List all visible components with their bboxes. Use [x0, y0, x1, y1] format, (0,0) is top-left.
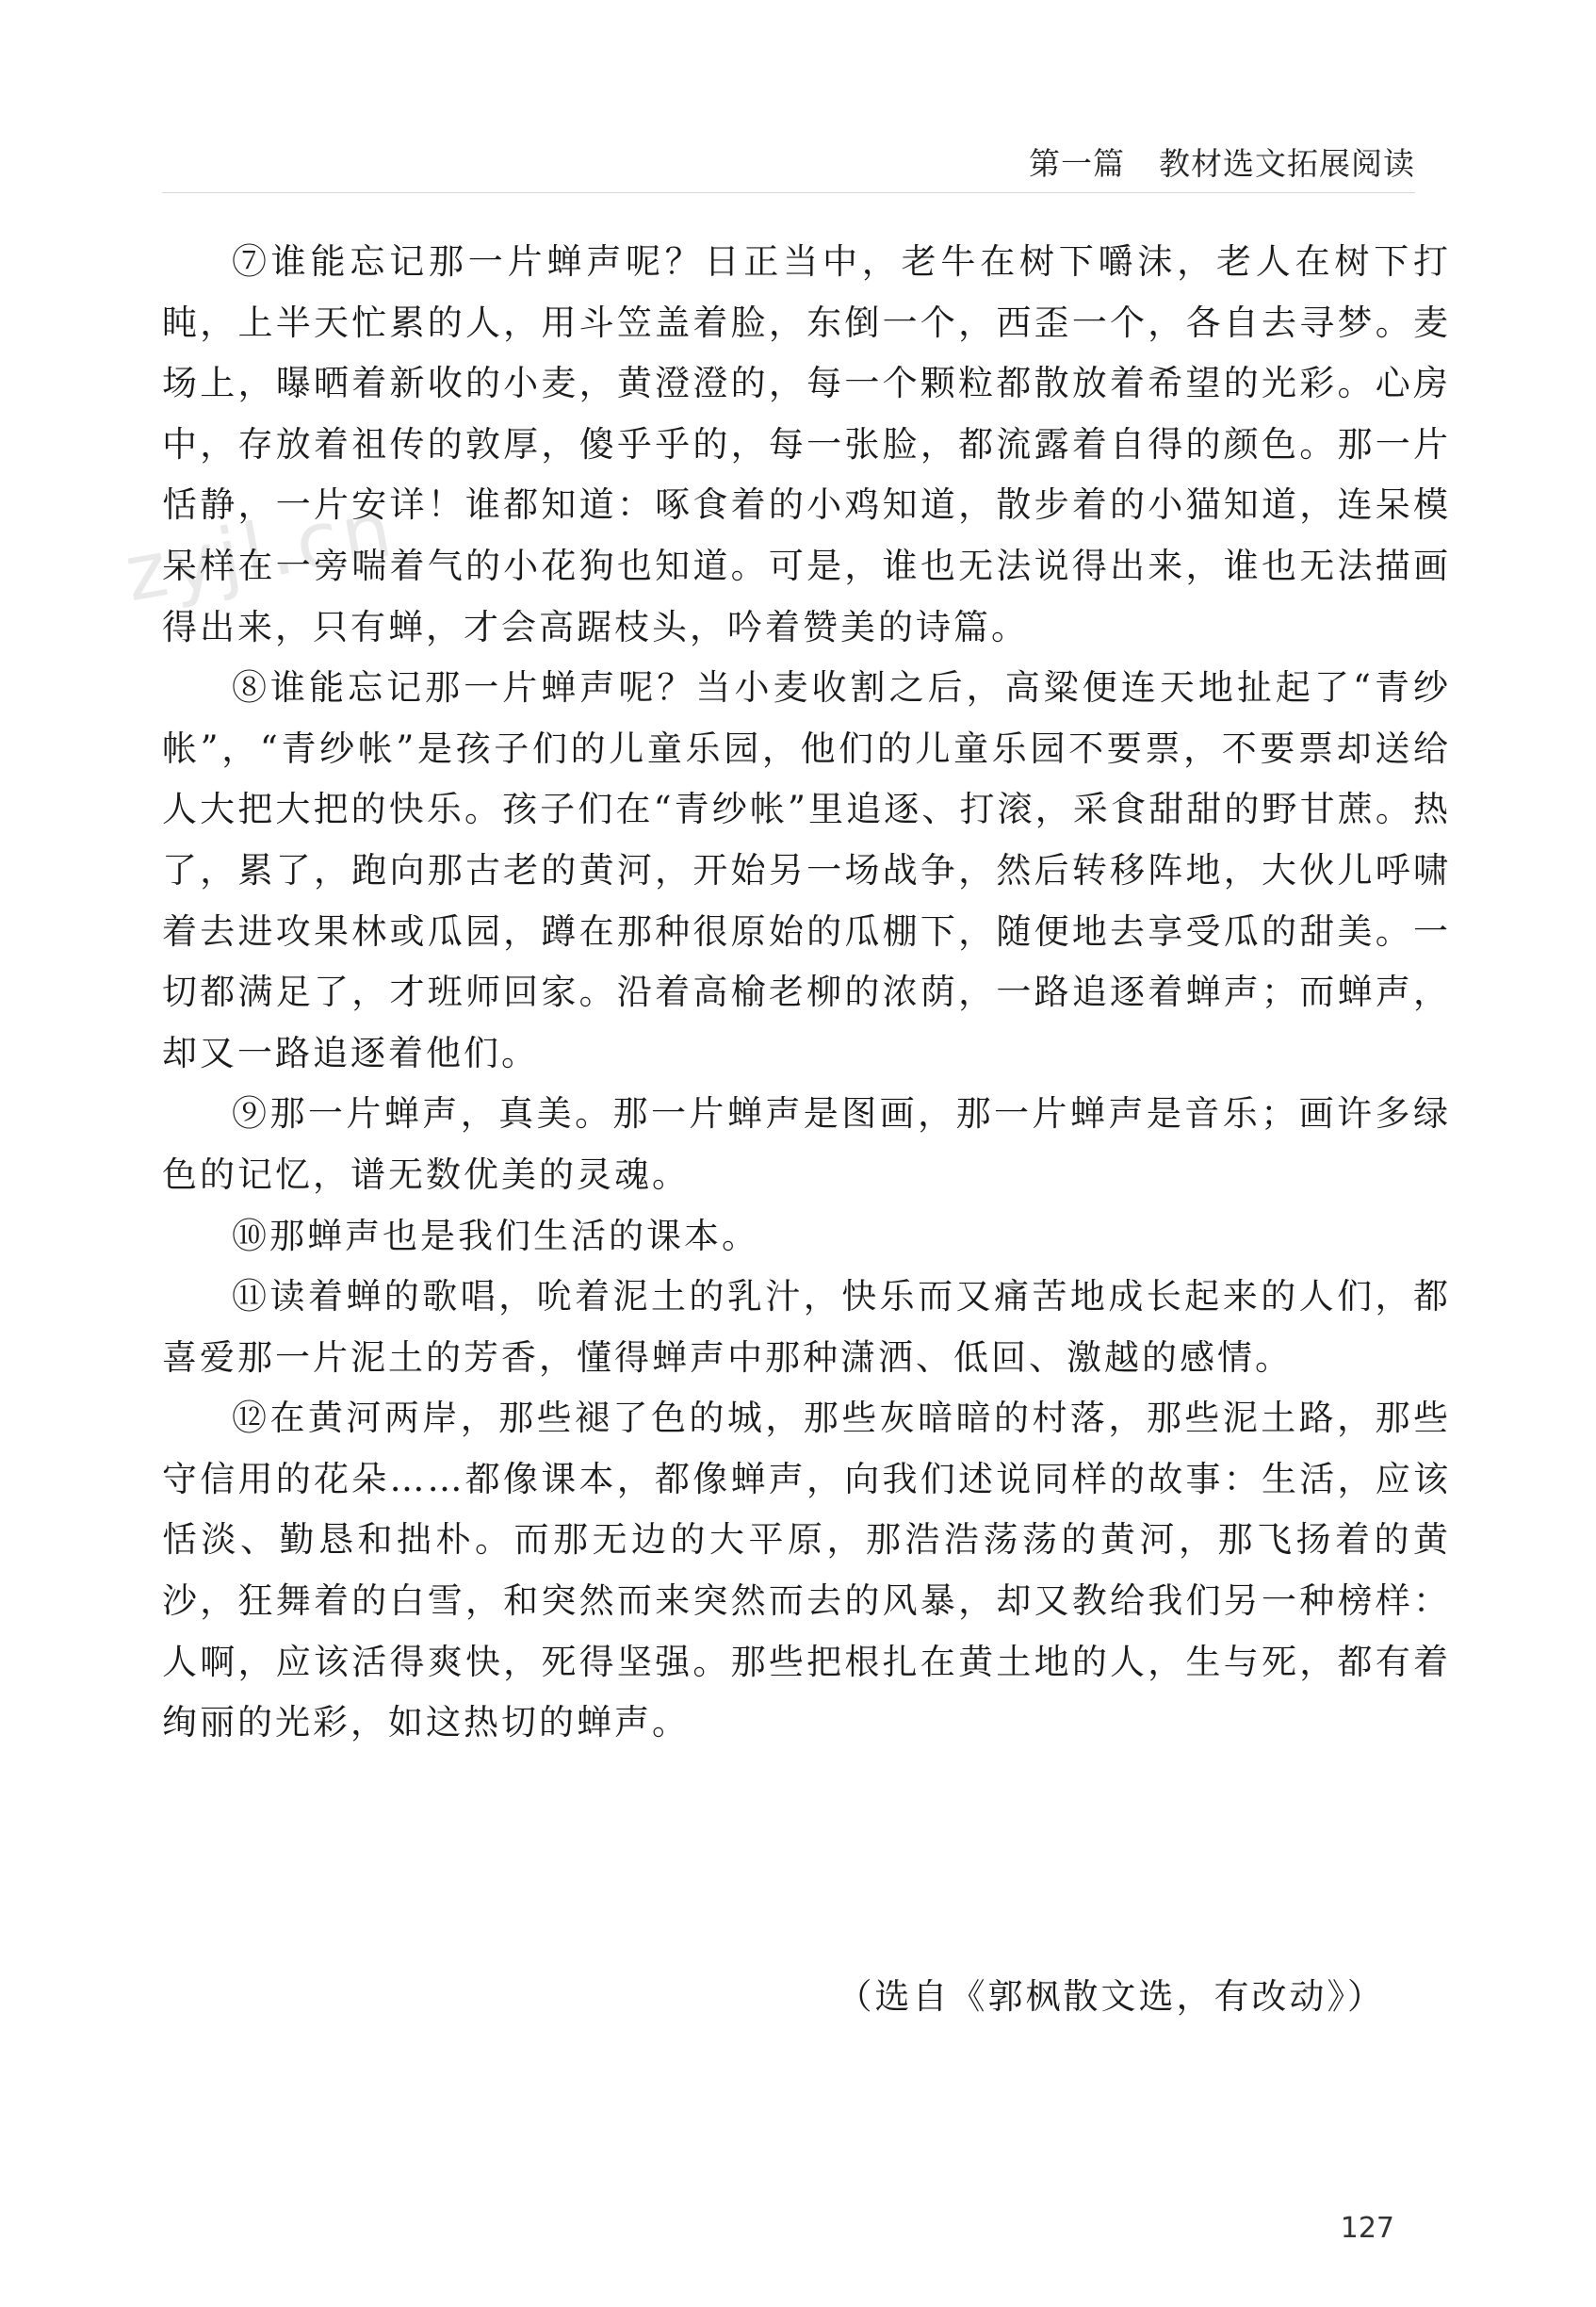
paragraph-10: ⑩那蝉声也是我们生活的课本。	[232, 1215, 759, 1256]
page-number: 127	[1340, 2212, 1394, 2245]
header-divider	[162, 192, 1415, 193]
source-citation: （选自《郭枫散文选，有改动》）	[837, 1976, 1385, 2017]
paragraph-7: ⑦谁能忘记那一片蝉声呢？日正当中，老牛在树下嚼沫，老人在树下打盹，上半天忙累的人，用斗笠盖着脸，东倒一个，西歪一个，各自去寻梦。麦场上，曝晒着新收的小麦，黄澄澄的，每一个颗粒都散放着希望的光彩。心房中，存放着祖传的敦厚，傻乎乎的，每一张脸，都流露着自得的颜色。那一片恬静，一片安详！谁都知道：啄食着的小鸡知道，散步着的小猫知道，连呆模呆样在一旁喘着气的小花狗也知道。可是，谁也无法说得出来，谁也无法描画得出来，只有蝉，才会高踞枝头，吟着赞美的诗篇。	[162, 241, 1451, 647]
watermark: zyjl.cn	[118, 483, 402, 620]
running-header	[1029, 139, 1415, 184]
header-section: 第一篇	[1029, 145, 1125, 182]
paragraph-8: ⑧谁能忘记那一片蝉声呢？当小麦收割之后，高粱便连天地扯起了“青纱帐”，“青纱帐”是孩子们的儿童乐园，他们的儿童乐园不要票，不要票却送给人大把大把的快乐。孩子们在“青纱帐”里追逐、打滚，采食甜甜的野甘蔗。热了，累了，跑向那古老的黄河，开始另一场战争，然后转移阵地，大伙儿呼啸着去进攻果林或瓜园，蹲在那种很原始的瓜棚下，随便地去享受瓜的甜美。一切都满足了，才班师回家。沿着高榆老柳的浓荫，一路追逐着蝉声；而蝉声，却又一路追逐着他们。	[162, 667, 1451, 1073]
article-body	[162, 232, 1451, 1754]
paragraph-11: ⑪读着蝉的歌唱，吮着泥土的乳汁，快乐而又痛苦地成长起来的人们，都喜爱那一片泥土的芳香，懂得蝉声中那种潇洒、低回、激越的感情。	[162, 1276, 1451, 1378]
header-title: 教材选文拓展阅读	[1159, 145, 1415, 182]
paragraph-12: ⑫在黄河两岸，那些褪了色的城，那些灰暗暗的村落，那些泥土路，那些守信用的花朵……都像课本，都像蝉声，向我们述说同样的故事：生活，应该恬淡、勤恳和拙朴。而那无边的大平原，那浩浩荡荡的黄河，那飞扬着的黄沙，狂舞着的白雪，和突然而来突然而去的风暴，却又教给我们另一种榜样：人啊，应该活得爽快，死得坚强。那些把根扎在黄土地的人，生与死，都有着绚丽的光彩，如这热切的蝉声。	[162, 1398, 1451, 1743]
paragraph-9: ⑨那一片蝉声，真美。那一片蝉声是图画，那一片蝉声是音乐；画许多绿色的记忆，谱无数优美的灵魂。	[162, 1093, 1451, 1195]
